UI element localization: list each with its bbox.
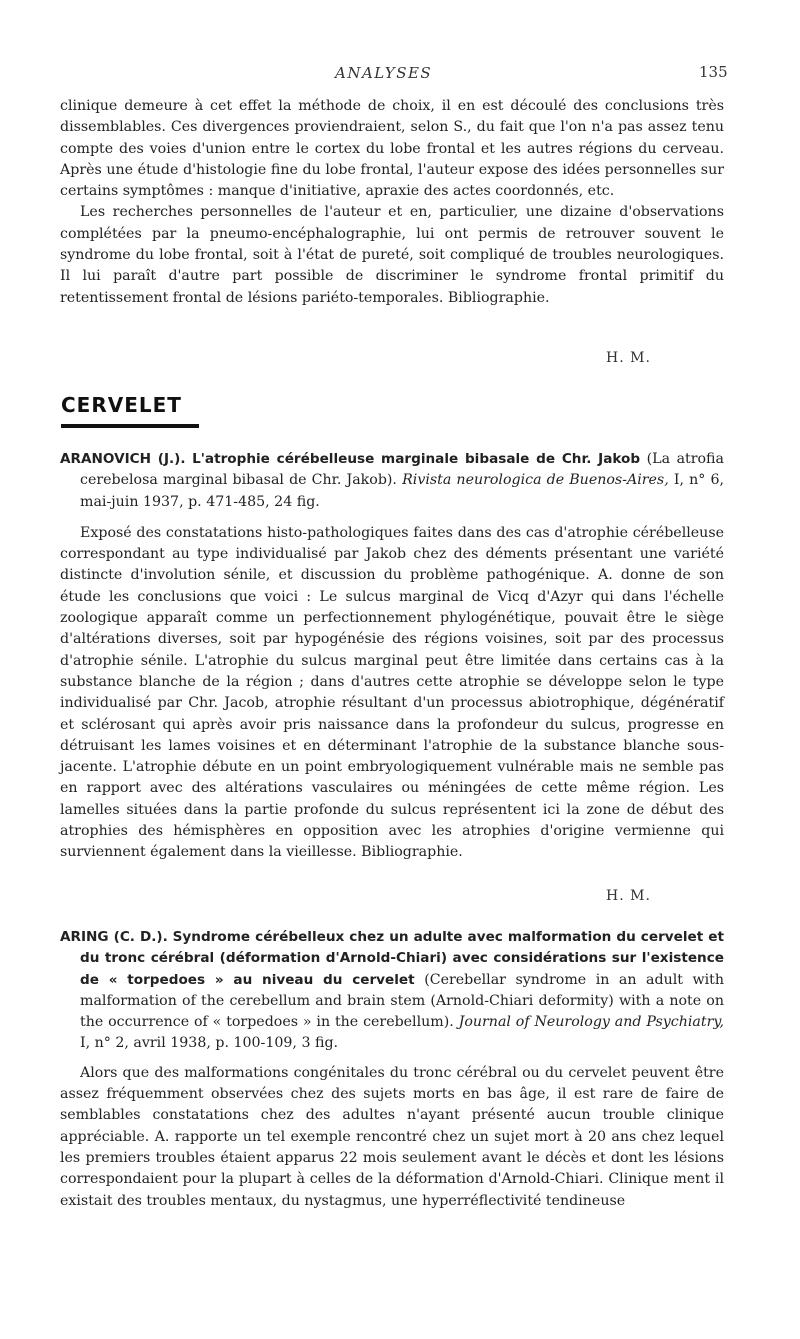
page-number: 135 bbox=[699, 63, 728, 81]
intro-paragraph-2: Les recherches personnelles de l'auteur et en, particulier, une dizaine d'observations complétées par la pneumo-encéphalographie, lui ont permis de retrouver souvent le syndrome du lobe frontal, soit à l'état de pureté, soit compliqué de troubles neurologiques. Il lui paraît d'autre part possible de discriminer le syndrome frontal primitif du retentissement frontal de lésions pariéto-temporales. Bibliographie. bbox=[60, 204, 724, 306]
article-citation-details: I, n° 6, mai-juin 1937, p. 471-485, 24 fig. bbox=[80, 472, 725, 510]
intro-paragraph-1: clinique demeure à cet effet la méthode de choix, il en est découlé des conclusions très dissemblables. Ces divergences proviendraient, selon S., du fait que l'on n'a pas assez tenu compte des voies d'union entre le cortex du lobe frontal et les autres régions du cerveau. Après une étude d'histologie fine du lobe frontal, l'auteur expose des idées personnelles sur certains symptômes : manque d'initiative, apraxie des actes coordonnés, etc. bbox=[60, 98, 724, 200]
article-reference bbox=[60, 927, 724, 1055]
section-underline bbox=[61, 424, 199, 428]
article-summary: Alors que des malformations congénitales du tronc cérébral ou du cervelet peuvent être assez fréquemment observées chez des sujets morts en bas âge, il est rare de faire de semblables constatations chez des adultes n'ayant présenté aucun trouble clinique appréciable. A. rapporte un tel exemple rencontré chez un sujet mort à 20 ans chez lequel les premiers troubles étaient apparus 22 mois seulement avant le décès et dont les lésions correspondaient pour la plupart à celles de la déformation d'Arnold-Chiari. Clinique ment il existait des troubles mentaux, du nystagmus, une hyperréflectivité tendineuse bbox=[60, 1064, 724, 1209]
article-reference bbox=[60, 449, 724, 513]
intro-signature: H. M. bbox=[606, 350, 651, 366]
article-aranovich bbox=[60, 449, 724, 864]
article-citation-original: (La atrofia cerebelosa marginal bibasal de Chr. Jakob). bbox=[80, 451, 724, 489]
article-signature: H. M. bbox=[606, 888, 651, 904]
article-summary: Exposé des constatations histo-pathologiques faites dans des cas d'atrophie cérébelleuse correspondant au type individualisé par Jakob chez des déments présentant une variété distincte d'involution sénile, et discussion du problème pathogénique. A. donne de son étude les conclusions que voici : Le sulcus marginal de Vicq d'Azyr qui dans l'échelle zoologique apparaît comme un perfectionnement phylogénétique, pouvait être le siège d'altérations diverses, soit par hypogénésie des régions voisines, soit par des processus d'atrophie sénile. L'atrophie du sulcus marginal peut être limitée dans certains cas à la substance blanche de la région ; dans d'autres cette atrophie se développe selon le type individualisé par Chr. Jacob, atrophie résultant d'un processus abiotrophique, dégénératif et sclérosant qui après avoir pris naissance dans la profondeur du sulcus, progresse en détruisant les lames voisines et en déterminant l'atrophie de la substance blanche sous-jacente. L'atrophie débute en un point embryologiquement vulnérable mais ne semble pas en rapport avec des altérations vasculaires ou méningées de cette même région. Les lamelles situées dans la partie profonde du sulcus représentent ici la zone de début des atrophies des hémisphères en opposition avec les atrophies d'origine vermienne qui surviennent également dans la vieillesse. Bibliographie. bbox=[60, 524, 724, 861]
article-author: ARING (C. D.). bbox=[60, 929, 168, 945]
article-journal: Journal of Neurology and Psychiatry, bbox=[458, 1014, 724, 1031]
section-heading: CERVELET bbox=[61, 393, 182, 417]
article-journal: Rivista neurologica de Buenos-Aires, bbox=[402, 472, 669, 489]
article-aring bbox=[60, 927, 724, 1212]
intro-continuation bbox=[60, 96, 724, 309]
article-author: ARANOVICH (J.). bbox=[60, 451, 186, 467]
running-title: ANALYSES bbox=[335, 64, 433, 82]
article-title: L'atrophie cérébelleuse marginale bibasale de Chr. Jakob bbox=[192, 451, 641, 467]
article-citation-details: I, n° 2, avril 1938, p. 100-109, 3 fig. bbox=[80, 1035, 339, 1052]
article-title: Syndrome cérébelleux chez un adulte avec malformation du cervelet et du tronc cérébral (déformation d'Arnold-Chiari) avec considérations sur l'existence de « torpedoes » au niveau du cervelet bbox=[80, 929, 724, 988]
article-citation-original: (Cerebellar syndrome in an adult with malformation of the cerebellum and brain stem (Arnold-Chiari deformity) with a note on the occurrence of « torpedoes » in the cerebellum). bbox=[80, 971, 725, 1031]
